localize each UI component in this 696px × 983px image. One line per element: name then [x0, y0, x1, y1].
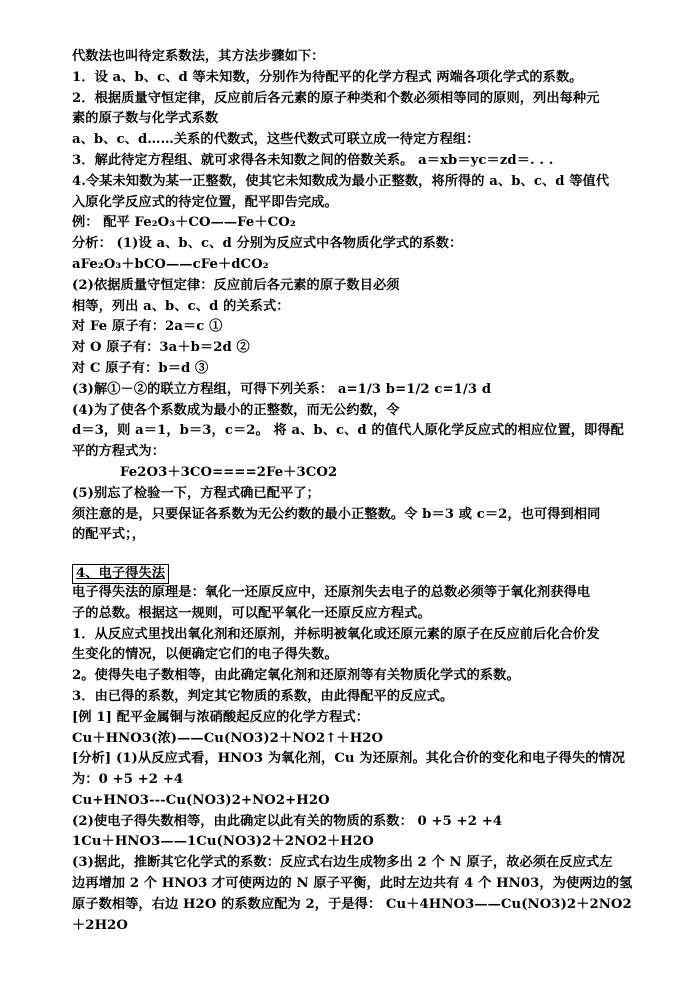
- text-line: 边再增加 2 个 HNO3 才可使两边的 N 原子平衡，此时左边共有 4 个 HN03，为使两边的氢: [72, 876, 633, 892]
- text-line: 原子数相等，右边 H2O 的系数应配为 2，于是得： Cu＋4HNO3——Cu(NO3)2＋2NO2: [72, 896, 632, 912]
- text-line: (4)为了使各个系数成为最小的正整数，而无公约数，令: [72, 402, 400, 418]
- text-line: 子的总数。根据这一规则，可以配平氧化一还原反应方程式。: [72, 605, 431, 621]
- section-heading: [72, 564, 169, 584]
- text-line: d＝3，则 a＝1，b＝3，c＝2。 将 a、b、c、d 的值代人原化学反应式的相应位置，即得配: [72, 423, 624, 439]
- text-line: (5)别忘了检验一下，方程式确已配平了；: [72, 485, 320, 501]
- text-line: 分析： (1)设 a、b、c、d 分别为反应式中各物质化学式的系数：: [72, 236, 463, 252]
- text-line: [分析] (1)从反应式看，HNO3 为氧化剂，Cu 为还原剂。其化合价的变化和电子得失的情况: [72, 751, 626, 767]
- text-line: a、b、c、d……关系的代数式，这些代数式可联立成一待定方程组：: [72, 132, 480, 148]
- equation-line: Cu＋HNO3(浓)——Cu(NO3)2＋NO2↑＋H2O: [72, 730, 384, 746]
- text-line: 3．由已得的系数，判定其它物质的系数，由此得配平的反应式。: [72, 688, 454, 704]
- text-line: (3)据此，推断其它化学式的系数：反应式右边生成物多出 2 个 N 原子，故必须在反应式左: [72, 855, 613, 871]
- text-line: 为：0 +5 +2 +4: [72, 772, 184, 788]
- text-line: 2。使得失电子数相等，由此确定氧化剂和还原剂等有关物质化学式的系数。: [72, 668, 520, 684]
- equation-line: Cu+HNO3---Cu(NO3)2+NO2+H2O: [72, 792, 330, 808]
- text-line: [例 1] 配平金属铜与浓硝酸起反应的化学方程式：: [72, 709, 370, 725]
- text-line: 入原化学反应式的待定位置，配平即告完成。: [72, 194, 338, 210]
- section-spacer: [72, 546, 634, 562]
- text-line: 生变化的情况，以便确定它们的电子得失数。: [72, 647, 338, 663]
- equation-line: 对 Fe 原子有：2a＝c ①: [72, 319, 223, 335]
- text-line: 1．设 a、b、c、d 等未知数，分别作为待配平的化学方程式 两端各项化学式的系数。: [72, 69, 583, 85]
- balanced-equation: Fe2O3＋3CO====2Fe＋3CO2: [120, 464, 338, 480]
- text-line: ＋2H2O: [72, 917, 128, 933]
- text-line: 须注意的是，只要保证各系数为无公约数的最小正整数。令 b＝3 或 c＝2，也可得到相同: [72, 506, 601, 522]
- text-line: 4.令某未知数为某一正整数，使其它未知数成为最小正整数，将所得的 a、b、c、d 等值代: [72, 173, 610, 189]
- text-line: (3)解①－②的联立方程组，可得下列关系： a=1/3 b=1/2 c=1/3 d: [72, 381, 492, 397]
- text-line: 1．从反应式里找出氧化剂和还原剂，并标明被氧化或还原元素的原子在反应前后化合价发: [72, 626, 600, 642]
- text-line: 代数法也叫待定系数法，其方法步骤如下：: [72, 49, 325, 64]
- text-line: 3．解此待定方程组、就可求得各未知数之间的倍数关系。 a＝xb＝yc＝zd＝. . .: [72, 152, 554, 168]
- text-line: 平的方程式为：: [72, 444, 166, 460]
- text-line: (2)使电子得失数相等，由此确定以此有关的物质的系数： 0 +5 +2 +4: [72, 813, 503, 829]
- text-line: 2．根据质量守恒定律，反应前后各元素的原子种类和个数必须相等同的原则，列出每种元: [72, 90, 600, 106]
- equation-line: 对 O 原子有：3a＋b＝2d ②: [72, 340, 250, 356]
- equation-line: aFe₂O₃＋bCO——cFe＋dCO₂: [72, 256, 269, 272]
- section-heading-row: [72, 562, 634, 583]
- section-heading-text: 4、电子得失法: [76, 566, 166, 582]
- text-line: 素的原子数与化学式系数: [72, 111, 219, 127]
- example-equation: 例： 配平 Fe₂O₃＋CO——Fe＋CO₂: [72, 215, 296, 231]
- equation-line: 对 C 原子有：b＝d ③: [72, 360, 209, 376]
- document-page: [72, 47, 634, 936]
- equation-line: 1Cu＋HNO3——1Cu(NO3)2＋2NO2＋H2O: [72, 834, 374, 850]
- text-line: 电子得失法的原理是：氧化一还原反应中，还原剂失去电子的总数必须等于氧化剂获得电: [72, 584, 591, 600]
- text-line: (2)依据质量守恒定律：反应前后各元素的原子数目必须: [72, 277, 400, 293]
- text-line: 的配平式；，: [72, 527, 146, 543]
- text-line: 相等，列出 a、b、c、d 的关系式：: [72, 298, 290, 314]
